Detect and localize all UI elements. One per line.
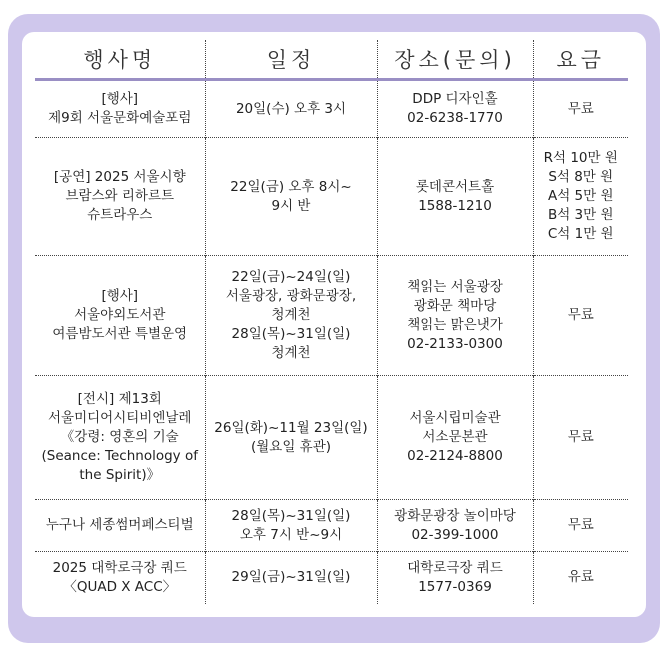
- fee-line: 무료: [567, 429, 594, 445]
- event-name-line: [전시] 제13회: [77, 391, 162, 407]
- fee-line: 무료: [567, 517, 594, 533]
- schedule-line: 청계천: [271, 307, 311, 323]
- event-name-line: 브람스와 리하르트: [65, 188, 175, 204]
- venue-contact-cell: [377, 500, 533, 552]
- event-name-cell: [35, 80, 205, 138]
- fee-cell: [533, 138, 628, 256]
- schedule-line: 9시 반: [271, 197, 311, 214]
- schedule-line: 22일(금)~24일(일): [231, 269, 351, 285]
- fee-cell: [533, 376, 628, 500]
- event-name-line: 《강령: 영혼의 기술: [60, 429, 179, 445]
- table-row: [35, 376, 628, 500]
- table-row: [35, 552, 628, 604]
- schedule-cell: [205, 552, 377, 604]
- schedule-line: 29일(금)~31일(일): [231, 569, 351, 586]
- schedule-line: 22일(금) 오후 8시~: [230, 178, 352, 195]
- table-row: [35, 500, 628, 552]
- fee-line: 무료: [567, 100, 594, 117]
- event-name-line: [행사]: [101, 288, 139, 304]
- fee-cell: [533, 80, 628, 138]
- event-name-line: [행사]: [101, 91, 139, 107]
- venue-contact-line: 광화문 책마당: [413, 297, 497, 314]
- table-row: [35, 80, 628, 138]
- header-schedule: 일정: [205, 40, 377, 80]
- event-name-line: 2025 대학로극장 쿼드: [52, 559, 187, 576]
- schedule-cell: [205, 256, 377, 376]
- event-name-line: 서울야외도서관: [74, 307, 166, 323]
- event-name-line: 제9회 서울문화예술포럼: [48, 110, 192, 126]
- venue-contact-line: 책읽는 서울광장: [407, 278, 503, 295]
- venue-contact-line: 롯데콘서트홀: [415, 178, 495, 195]
- schedule-cell: [205, 80, 377, 138]
- event-name-cell: [35, 500, 205, 552]
- fee-line: 유료: [567, 569, 594, 586]
- event-name-cell: [35, 376, 205, 500]
- header-row: [35, 40, 628, 80]
- venue-contact-cell: [377, 256, 533, 376]
- venue-contact-cell: [377, 138, 533, 256]
- schedule-cell: [205, 138, 377, 256]
- schedule-line: 서울광장, 광화문광장,: [225, 288, 357, 304]
- fee-line: C석 1만 원: [547, 226, 614, 242]
- venue-contact-line: DDP 디자인홀: [412, 91, 498, 107]
- header-event-name: 행사명: [35, 40, 205, 80]
- table-row: [35, 256, 628, 376]
- venue-contact-line: 02-399-1000: [411, 526, 499, 543]
- event-name-cell: [35, 138, 205, 256]
- fee-cell: [533, 256, 628, 376]
- venue-contact-line: 광화문광장 놀이마당: [394, 507, 516, 524]
- event-name-line: 슈트라우스: [87, 207, 153, 223]
- venue-contact-line: 책읽는 맑은냇가: [407, 316, 503, 333]
- venue-contact-line: 02-2133-0300: [407, 335, 503, 352]
- event-name-line: 서울미디어시티비엔날레: [48, 410, 192, 426]
- schedule-line: 28일(목)~31일(일): [231, 326, 351, 342]
- venue-contact-line: 02-2124-8800: [407, 448, 503, 464]
- venue-contact-line: 1588-1210: [418, 197, 492, 214]
- schedule-cell: [205, 376, 377, 500]
- event-name-line: the Spirit)》: [79, 467, 161, 483]
- venue-contact-cell: [377, 376, 533, 500]
- event-name-line: 〈QUAD X ACC〉: [63, 578, 177, 595]
- schedule-line: 20일(수) 오후 3시: [235, 100, 347, 117]
- fee-cell: [533, 552, 628, 604]
- event-name-line: 누구나 세종썸머페스티벌: [45, 517, 194, 533]
- fee-line: 무료: [567, 307, 594, 323]
- header-fee: 요금: [556, 48, 606, 72]
- event-name-line: 여름밤도서관 특별운영: [52, 326, 188, 342]
- fee-line: B석 3만 원: [547, 207, 614, 223]
- venue-contact-cell: [377, 552, 533, 604]
- venue-contact-line: 02-6238-1770: [407, 110, 503, 126]
- schedule-line: 26일(화)~11월 23일(일): [214, 419, 368, 436]
- event-name-cell: [35, 256, 205, 376]
- venue-contact-line: 대학로극장 쿼드: [407, 559, 503, 576]
- fee-line: A석 5만 원: [547, 188, 614, 204]
- venue-contact-line: 서울시립미술관: [409, 410, 501, 426]
- schedule-line: 28일(목)~31일(일): [231, 507, 351, 524]
- fee-cell: [533, 500, 628, 552]
- event-name-line: [공연] 2025 서울시향: [53, 169, 186, 185]
- event-name-line: (Seance: Technology of: [41, 448, 198, 464]
- fee-line: R석 10만 원: [543, 150, 618, 166]
- header-venue-contact: 장소(문의): [377, 40, 533, 80]
- table-row: [35, 138, 628, 256]
- fee-line: S석 8만 원: [548, 169, 614, 185]
- venue-contact-line: 서소문본관: [422, 429, 488, 445]
- event-schedule-table: [35, 40, 628, 604]
- schedule-line: 오후 7시 반~9시: [239, 526, 343, 543]
- venue-contact-line: 1577-0369: [418, 578, 492, 595]
- schedule-cell: [205, 500, 377, 552]
- event-name-cell: [35, 552, 205, 604]
- venue-contact-cell: [377, 80, 533, 138]
- schedule-line: 청계천: [271, 345, 311, 361]
- schedule-line: (월요일 휴관): [250, 438, 332, 455]
